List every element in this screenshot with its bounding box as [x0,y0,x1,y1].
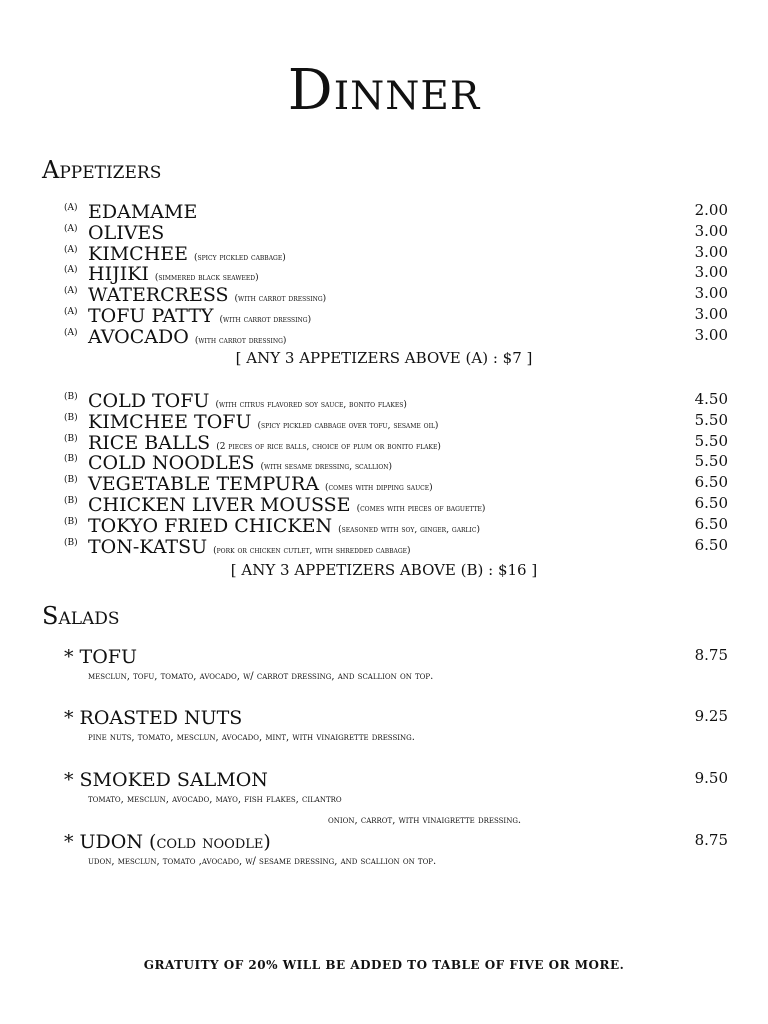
salad-price: 9.25 [694,707,728,725]
item-price: 3.00 [694,263,728,282]
menu-item [64,411,728,432]
item-name-wrap [88,473,433,495]
salad-name: * ROASTED NUTS [64,707,243,729]
item-name-wrap [88,536,411,558]
salad-price: 8.75 [694,646,728,664]
item-tag: (A) [64,286,78,297]
menu-item [64,263,728,284]
item-note: (with carrot dressing) [219,315,312,325]
item-name: AVOCADO [88,325,189,348]
item-note: (spicy pickled cabbage) [194,252,286,263]
item-price: 6.50 [694,535,728,554]
item-price: 3.00 [694,242,728,261]
item-tag: (A) [64,203,78,213]
item-price: 3.00 [694,284,728,303]
item-name: OLIVES [88,221,165,244]
item-note: (seasoned with soy, ginger, garlic) [338,524,481,535]
item-name-wrap [88,284,326,306]
item-price: 6.50 [694,514,728,533]
item-price: 2.00 [694,201,728,219]
item-price: 3.00 [694,325,728,344]
menu-item [64,494,728,515]
salad-description: onion, carrot, with vinaigrette dressing. [328,815,522,826]
item-note: (2 pieces of rice balls, choice of plum or bonito flake) [216,441,441,452]
item-name: COLD TOFU [88,390,210,412]
salad-item [64,646,728,682]
item-note: (with carrot dressing) [194,335,287,346]
menu-item [64,222,728,243]
section-heading-salads: Salads [42,602,120,630]
salad-item [64,707,728,743]
item-note: (comes with dipping sauce) [324,483,433,494]
menu-item [64,305,728,326]
item-name: KIMCHEE TOFU [88,410,252,433]
salad-item [64,831,728,867]
menu-item [64,390,728,411]
item-name-wrap [88,494,485,516]
salad-price: 8.75 [694,831,728,849]
item-name: EDAMAME [88,201,198,223]
item-tag: (B) [64,454,78,465]
item-tag: (A) [64,223,78,234]
item-note: (simmered black seaweed) [154,273,259,284]
item-tag: (A) [64,307,78,317]
item-tag: (A) [64,244,78,255]
item-name-wrap [88,390,407,412]
item-name-wrap [88,326,286,348]
item-name: CHICKEN LIVER MOUSSE [88,494,351,516]
item-name-wrap [88,305,311,327]
item-name-wrap [88,515,480,537]
item-name: COLD NOODLES [88,452,255,475]
item-note: (with carrot dressing) [234,294,327,305]
menu-item [64,452,728,473]
item-name-wrap [88,432,441,454]
salad-description: pine nuts, tomato, mesclun, avocado, mint, with vinaigrette dressing. [88,732,415,743]
item-name: TON-KATSU [88,535,208,558]
menu-item [64,201,728,222]
salad-description: tomato, mesclun, avocado, mayo, fish flakes, cilantro [88,794,342,805]
item-price: 5.50 [694,452,728,471]
item-name: HIJIKI [88,263,149,286]
item-name-wrap [88,411,438,433]
menu-item [64,473,728,494]
salad-description: mesclun, tofu, tomato, avocado, w/ carrot dressing, and scallion on top. [88,671,434,682]
item-name-wrap [88,222,164,244]
menu-item [64,432,728,453]
item-tag: (B) [64,412,78,423]
item-tag: (B) [64,433,78,444]
menu-item [64,326,728,347]
item-name-wrap [88,201,197,223]
salad-description: udon, mesclun, tomato ,avocado, w/ sesame dressing, and scallion on top. [88,856,437,867]
item-name: TOFU PATTY [88,305,214,327]
item-note: (pork or chicken cutlet, with shredded cabbage) [213,545,411,556]
menu-title: Dinner [287,58,481,123]
item-tag: (A) [64,265,78,276]
section-heading-appetizers: Appetizers [42,156,162,184]
item-price: 3.00 [694,221,728,240]
item-name: KIMCHEE [88,242,189,265]
menu-item [64,243,728,264]
item-name-wrap [88,452,392,474]
item-tag: (B) [64,496,78,506]
item-note: (spicy pickled cabbage over tofu, sesame oil) [257,420,439,431]
item-name-wrap [88,243,286,265]
salad-item [64,769,728,826]
item-name: RICE BALLS [88,431,211,454]
item-note: (comes with pieces of baguette) [356,504,486,514]
salad-price: 9.50 [694,769,728,787]
salad-name: * UDON (cold noodle) [64,831,271,853]
item-price: 3.00 [694,305,728,323]
item-price: 6.50 [694,473,728,492]
item-price: 4.50 [694,390,728,408]
gratuity-notice: GRATUITY OF 20% WILL BE ADDED TO TABLE OF FIVE OR MORE. [143,958,625,972]
item-note: (with citrus flavored soy sauce, bonito flakes) [215,400,407,410]
combo-offer-b: [ ANY 3 APPETIZERS ABOVE (B) : $16 ] [230,561,538,579]
item-name: TOKYO FRIED CHICKEN [88,514,333,537]
item-price: 5.50 [694,410,728,429]
item-name: VEGETABLE TEMPURA [88,473,319,496]
item-price: 6.50 [694,494,728,512]
item-name-wrap [88,263,259,285]
item-tag: (B) [64,537,78,548]
salad-name: * SMOKED SALMON [64,769,268,791]
item-tag: (A) [64,327,78,338]
item-tag: (B) [64,392,78,402]
salad-name: * TOFU [64,646,137,668]
combo-offer-a: [ ANY 3 APPETIZERS ABOVE (A) : $7 ] [235,349,533,367]
item-tag: (B) [64,516,78,527]
menu-item [64,284,728,305]
item-name: WATERCRESS [88,284,229,307]
item-note: (with sesame dressing, scallion) [260,462,393,473]
menu-item [64,515,728,536]
item-price: 5.50 [694,431,728,450]
item-tag: (B) [64,475,78,486]
menu-item [64,536,728,557]
